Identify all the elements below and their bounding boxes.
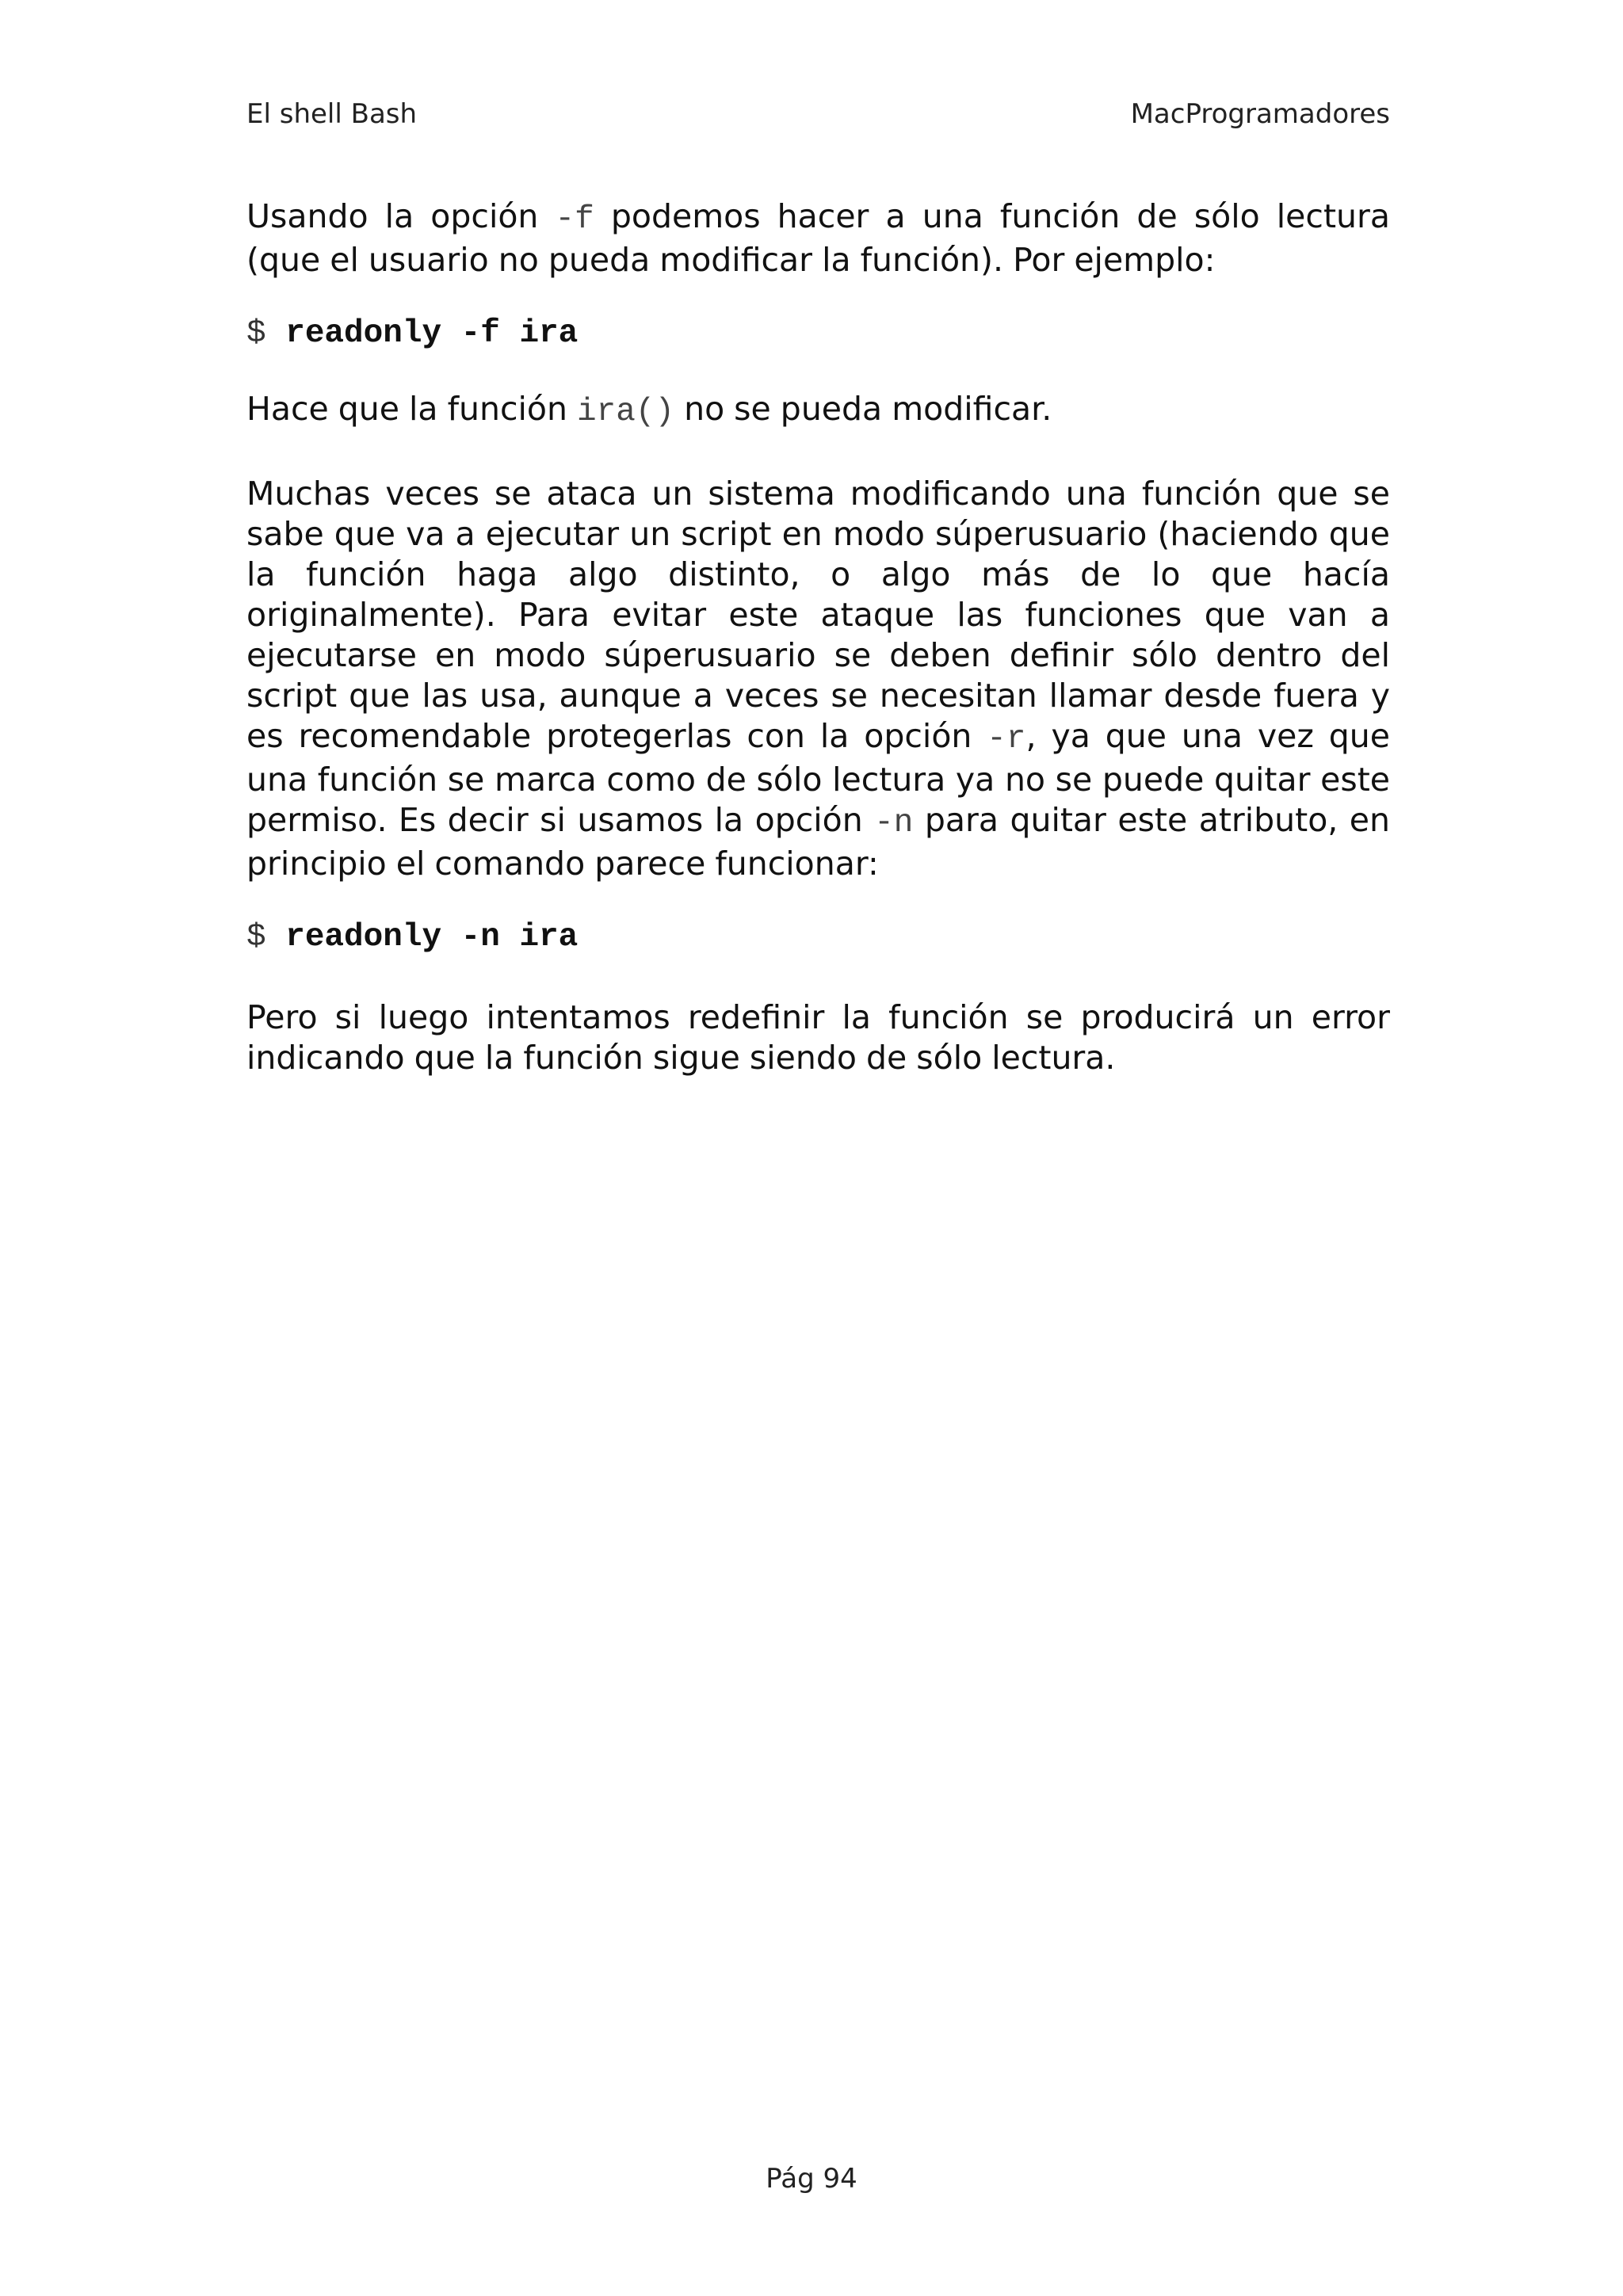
inline-code-function-name: ira() <box>577 394 675 430</box>
shell-command: readonly -n ira <box>285 919 579 955</box>
paragraph-text: para quitar este atributo, en principio el comando parece funcionar: <box>246 801 1391 883</box>
paragraph-text: Hace que la función <box>246 390 578 428</box>
paragraph-text: , ya que una vez que una función se marca como de sólo lectura ya no se puede quitar este permiso. Es decir si usamos la opción <box>246 717 1390 839</box>
page-content <box>246 196 1390 1078</box>
paragraph-text: Usando la opción <box>246 197 556 235</box>
header-publisher: MacProgramadores <box>1130 98 1390 130</box>
paragraph-ira-readonly <box>246 389 1390 433</box>
paragraph-security-explanation <box>246 474 1390 884</box>
shell-prompt: $ <box>246 919 286 955</box>
command-example-readonly-n <box>246 917 1390 958</box>
page-number: Pág 94 <box>766 2163 857 2195</box>
paragraph-readonly-intro <box>246 196 1390 280</box>
paragraph-error-result <box>246 997 1390 1078</box>
page-header <box>246 98 1390 130</box>
paragraph-text: no se pueda modificar. <box>674 390 1052 428</box>
inline-code-option-f: -f <box>555 201 594 238</box>
shell-prompt: $ <box>246 315 286 352</box>
command-example-readonly-f <box>246 314 1390 354</box>
paragraph-text: Muchas veces se ataca un sistema modificando una función que se sabe que va a ejecutar un script en modo súperusuario (haciendo que la función haga algo distinto, o algo más de lo que hacía originalmente). Para evitar este ataque las funciones que van a ejecutarse en modo súperusuario se deben definir sólo dentro del script que las usa, aunque a veces se necesitan llamar desde fuera y es recomendable protegerlas con la opción <box>246 475 1390 755</box>
paragraph-text: Pero si luego intentamos redefinir la función se producirá un error indicando que la función sigue siendo de sólo lectura. <box>246 998 1390 1077</box>
shell-command: readonly -f ira <box>285 315 579 352</box>
inline-code-option-n: -n <box>874 805 914 841</box>
paragraph-text: podemos hacer a una función de sólo lectura (que el usuario no pueda modificar la función). Por ejemplo: <box>246 197 1390 279</box>
inline-code-option-r: -r <box>987 721 1026 757</box>
header-book-title: El shell Bash <box>246 98 418 130</box>
page-footer <box>0 2163 1623 2195</box>
